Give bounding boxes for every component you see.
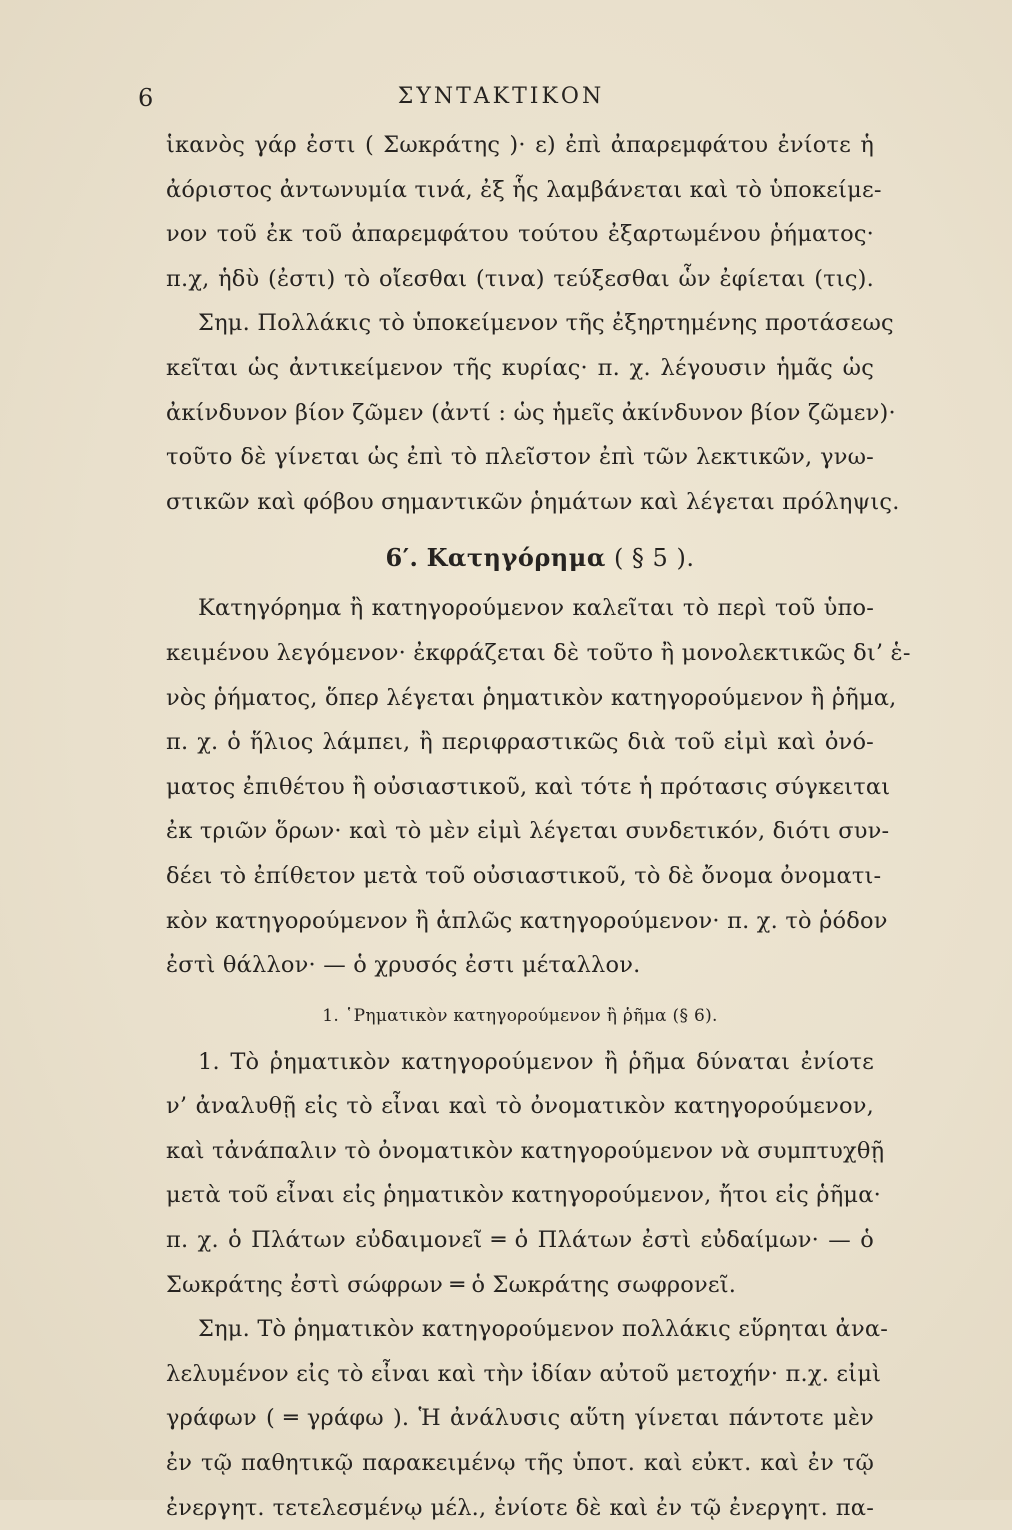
text-line: κειμένου λεγόμενον· ἐκφράζεται δὲ τοῦτο ἢ μονολεκτικῶς δι’ ἑ- [166, 639, 911, 666]
text-line: ἐν τῷ παθητικῷ παρακειμένῳ τῆς ὑποτ. καὶ εὐκτ. καὶ ἐν τῷ [166, 1450, 874, 1477]
text-line: νὸς ῥήματος, ὅπερ λέγεται ῥηματικὸν κατηγορούμενον ἢ ῥῆμα, [166, 684, 897, 711]
text-line: κεῖται ὡς ἀντικείμενον τῆς κυρίας· π. χ. λέγουσιν ἡμᾶς ὡς [166, 354, 874, 381]
text-line: μετὰ τοῦ εἶναι εἰς ῥηματικὸν κατηγορούμενον, ἤτοι εἰς ῥῆμα· [166, 1182, 881, 1209]
section-title: Κατηγόρημα [426, 543, 606, 573]
text-line: 1. Τὸ ῥηματικὸν κατηγορούμενον ἢ ῥῆμα δύναται ἐνίοτε [198, 1048, 874, 1075]
page-header [138, 84, 864, 120]
text-line: π. χ. ὁ Πλάτων εὐδαιμονεῖ ═ ὁ Πλάτων ἐστὶ εὐδαίμων· — ὁ [166, 1227, 874, 1254]
text-line: γράφων ( ═ γράφω ). Ἡ ἀνάλυσις αὕτη γίνεται πάντοτε μὲν [166, 1405, 874, 1432]
text-line: Σωκράτης ἐστὶ σώφρων ═ ὁ Σωκράτης σωφρονεῖ. [166, 1271, 737, 1298]
text-line: ἐστὶ θάλλον· — ὁ χρυσός ἐστι μέταλλον. [166, 952, 641, 979]
text-line: κὸν κατηγορούμενον ἢ ἁπλῶς κατηγορούμενον· π. χ. τὸ ῥόδον [166, 907, 888, 934]
text-line: στικῶν καὶ φόβου σημαντικῶν ῥημάτων καὶ λέγεται πρόληψις. [166, 488, 900, 515]
body-text [166, 123, 911, 1530]
text-line: ἀκίνδυνον βίον ζῶμεν (ἀντί : ὡς ἡμεῖς ἀκίνδυνον βίον ζῶμεν)· [166, 399, 896, 426]
text-line: ν’ ἀναλυθῇ εἰς τὸ εἶναι καὶ τὸ ὀνοματικὸν κατηγορούμενον, [166, 1093, 874, 1120]
text-line: ἐνεργητ. τετελεσμένῳ μέλ., ἐνίοτε δὲ καὶ ἐν τῷ ἐνεργητ. πα- [166, 1494, 874, 1521]
text-line: λελυμένον εἰς τὸ εἶναι καὶ τὴν ἰδίαν αὐτοῦ μετοχήν· π.χ. εἰμὶ [166, 1360, 882, 1387]
page-number: 6 [138, 84, 155, 112]
text-line: ἀόριστος ἀντωνυμία τινά, ἐξ ἧς λαμβάνεται καὶ τὸ ὑποκείμε- [166, 176, 882, 203]
text-line: ἱκανὸς γάρ ἐστι ( Σωκράτης )· ε) ἐπὶ ἀπαρεμφάτου ἐνίοτε ἡ [166, 132, 874, 158]
running-title: ΣΥΝΤΑΚΤΙΚΟΝ [397, 84, 605, 109]
text-line: π. χ. ὁ ἥλιος λάμπει, ἢ περιφραστικῶς διὰ τοῦ εἰμὶ καὶ ὀνό- [166, 729, 874, 756]
text-line: π.χ, ἡδὺ (ἐστι) τὸ οἴεσθαι (τινα) τεύξεσθαι ὧν ἐφίεται (τις). [166, 265, 874, 292]
text-line: δέει τὸ ἐπίθετον μετὰ τοῦ οὐσιαστικοῦ, τὸ δὲ ὄνομα ὀνοματι- [166, 862, 882, 889]
text-line: καὶ τἀνάπαλιν τὸ ὀνοματικὸν κατηγορούμενον νὰ συμπτυχθῇ [166, 1137, 885, 1164]
text-line: νον τοῦ ἐκ τοῦ ἀπαρεμφάτου τούτου ἐξαρτωμένου ῥήματος· [166, 221, 874, 248]
text-line: Κατηγόρημα ἢ κατηγορούμενον καλεῖται τὸ περὶ τοῦ ὑπο- [198, 595, 874, 622]
subsection-heading: 1. ῾Ρηματικὸν κατηγορούμενον ἢ ῥῆμα (§ 6). [322, 1005, 718, 1026]
section-number: 6′. [385, 543, 419, 573]
text-line: Σημ. Πολλάκις τὸ ὑποκείμενον τῆς ἐξηρτημένης προτάσεως [198, 310, 894, 337]
text-line: Σημ. Τὸ ῥηματικὸν κατηγορούμενον πολλάκις εὕρηται ἀνα- [198, 1316, 889, 1343]
text-line: τοῦτο δὲ γίνεται ὡς ἐπὶ τὸ πλεῖστον ἐπὶ τῶν λεκτικῶν, γνω- [166, 444, 874, 471]
text-line: ἐκ τριῶν ὅρων· καὶ τὸ μὲν εἰμὶ λέγεται συνδετικόν, διότι συν- [166, 818, 890, 845]
section-heading [166, 524, 874, 586]
section-reference: ( § 5 ). [613, 544, 695, 573]
text-line: ματος ἐπιθέτου ἢ οὐσιαστικοῦ, καὶ τότε ἡ πρότασις σύγκειται [166, 773, 891, 800]
